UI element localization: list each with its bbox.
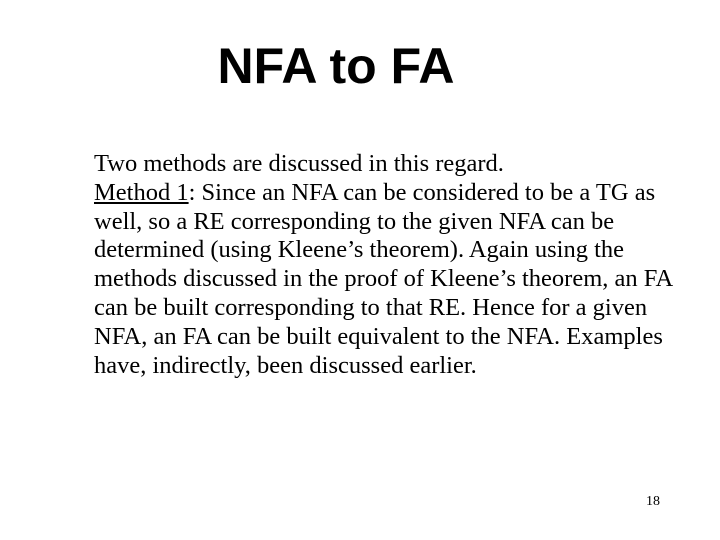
slide-body [94,150,674,380]
method-label: Method 1 [94,178,189,206]
intro-paragraph: Two methods are discussed in this regard. [94,150,504,177]
method-text: Since an NFA can be considered to be a TG as well, so a RE corresponding to the given NFA can be determined (using Kleene’s theorem). Again using the methods discussed in the proof of Kleene’s theorem, an FA can be built corresponding to that RE. Hence for a given NFA, an FA can be built equivalent to the NFA. Examples have, indirectly, been discussed earlier. [94,178,672,379]
slide-number: 18 [646,494,660,509]
slide-title: NFA to FA [217,38,455,94]
method-colon: : [188,178,196,206]
method-paragraph [94,179,674,381]
